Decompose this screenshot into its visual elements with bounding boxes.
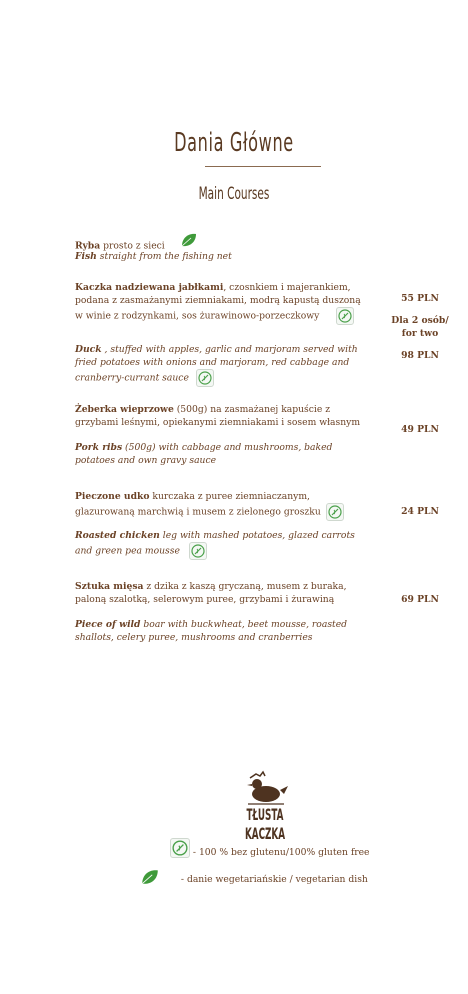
gluten-free-icon (189, 542, 207, 560)
legend-gluten-free-text: - 100 % bez glutenu/100% gluten free (192, 846, 370, 858)
title-divider (205, 166, 321, 167)
gluten-free-icon (336, 307, 354, 325)
item-en-desc: straight from the fishing net (96, 251, 232, 262)
item-price-for-two: 98 PLN (401, 350, 439, 361)
menu-item-fish (75, 236, 370, 263)
gluten-free-icon (196, 369, 214, 387)
item-en-desc: , stuffed with apples, garlic and marjoram served with fried potatoes with onions and marjoram, red cabbage and cranberry-currant sauce (75, 344, 358, 384)
menu-item-duck (75, 281, 370, 325)
legend-vegetarian-text: - danie wegetariańskie / vegetarian dish (180, 873, 368, 885)
menu-item-boar (75, 580, 370, 606)
item-pl-name: Ryba (75, 240, 101, 252)
menu-item-chicken (75, 490, 370, 521)
gluten-free-icon (326, 503, 344, 521)
item-price: 49 PLN (401, 424, 439, 435)
item-en-desc: boar with buckwheat, beet mousse, roasted shallots, celery puree, mushrooms and cranberries (75, 619, 348, 643)
gluten-free-icon (170, 838, 190, 858)
menu-item-ribs (75, 403, 370, 429)
menu-item-duck-en (75, 343, 370, 387)
item-en-name: Roasted chicken (75, 530, 160, 541)
leaf-icon (180, 232, 198, 252)
item-pl-desc: z dzika z kaszą gryczaną, musem z buraka, paloną szalotką, selerowym puree, grzybami i żurawiną (75, 581, 347, 605)
page-title: Dania Główne (174, 128, 294, 158)
logo-text: TŁUSTA KACZKA (244, 805, 286, 843)
item-price-note: Dla 2 osób/ for two (391, 315, 449, 339)
page-subtitle: Main Courses (198, 184, 270, 204)
item-en-name: Pork ribs (75, 442, 123, 453)
item-price: 69 PLN (401, 594, 439, 605)
item-pl-name: Sztuka mięsa (75, 581, 144, 592)
menu-item-ribs-en (75, 441, 370, 467)
item-pl-desc: (500g) na zasmażanej kapuście z grzybami leśnymi, opiekanymi ziemniakami i sosem własnym (75, 404, 361, 428)
item-pl-name: Pieczone udko (75, 491, 150, 502)
legend-vegetarian (140, 868, 368, 890)
item-pl-name: Kaczka nadziewana jabłkami (75, 282, 224, 293)
item-pl-desc: prosto z sieci (100, 240, 165, 252)
leaf-icon (140, 868, 160, 890)
item-en-name: Duck (75, 344, 102, 355)
item-pl-desc: kurczaka z puree ziemniaczanym, glazurowaną marchwią i musem z zielonego groszku (75, 491, 321, 518)
item-en-name: Piece of wild (75, 619, 141, 630)
item-en-desc: leg with mashed potatoes, glazed carrots and green pea mousse (75, 530, 355, 557)
item-en-name: Fish (75, 251, 97, 262)
logo-duck-icon (230, 770, 300, 810)
menu-item-boar-en (75, 618, 370, 644)
item-pl-name: Żeberka wieprzowe (75, 404, 174, 415)
menu-item-chicken-en (75, 529, 370, 560)
item-price: 24 PLN (401, 506, 439, 517)
legend-gluten-free (170, 838, 370, 858)
item-pl-desc: , czosnkiem i majerankiem, podana z zasmażanymi ziemniakami, modrą kapustą duszoną w winie z rodzynkami, sos żurawinowo-porzeczkowy (75, 282, 361, 322)
item-pl-text (75, 281, 370, 325)
item-price: 55 PLN (401, 293, 439, 304)
item-en-line (75, 250, 370, 263)
item-en-desc: (500g) with cabbage and mushrooms, baked potatoes and own gravy sauce (75, 442, 333, 466)
